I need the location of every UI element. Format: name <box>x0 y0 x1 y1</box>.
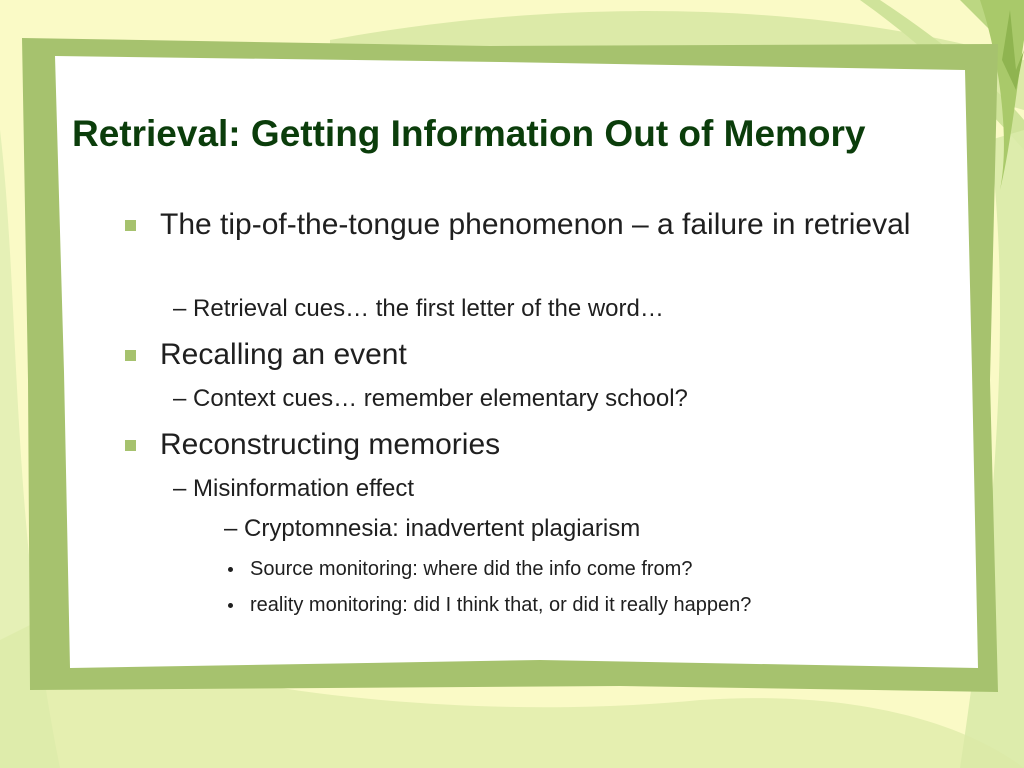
sub-sub-sub-bullet-item: reality monitoring: did I think that, or did it really happen? <box>250 594 752 616</box>
sub-bullet-item: – Retrieval cues… the first letter of the word… <box>173 295 664 322</box>
bullet-item: The tip-of-the-tongue phenomenon – a failure in retrieval <box>160 208 911 241</box>
bullet-item: Recalling an event <box>160 338 407 371</box>
bullet-square-marker <box>125 440 136 451</box>
bullet-dot-marker <box>228 567 233 572</box>
sub-bullet-item: – Context cues… remember elementary school? <box>173 385 688 412</box>
bullet-square-marker <box>125 350 136 361</box>
sub-bullet-item: – Misinformation effect <box>173 475 414 502</box>
bullet-dot-marker <box>228 603 233 608</box>
sub-sub-bullet-item: – Cryptomnesia: inadvertent plagiarism <box>224 515 641 542</box>
bullet-square-marker <box>125 220 136 231</box>
slide-title: Retrieval: Getting Information Out of Memory <box>72 113 866 154</box>
sub-sub-sub-bullet-item: Source monitoring: where did the info come from? <box>250 558 693 580</box>
bullet-item: Reconstructing memories <box>160 428 501 461</box>
